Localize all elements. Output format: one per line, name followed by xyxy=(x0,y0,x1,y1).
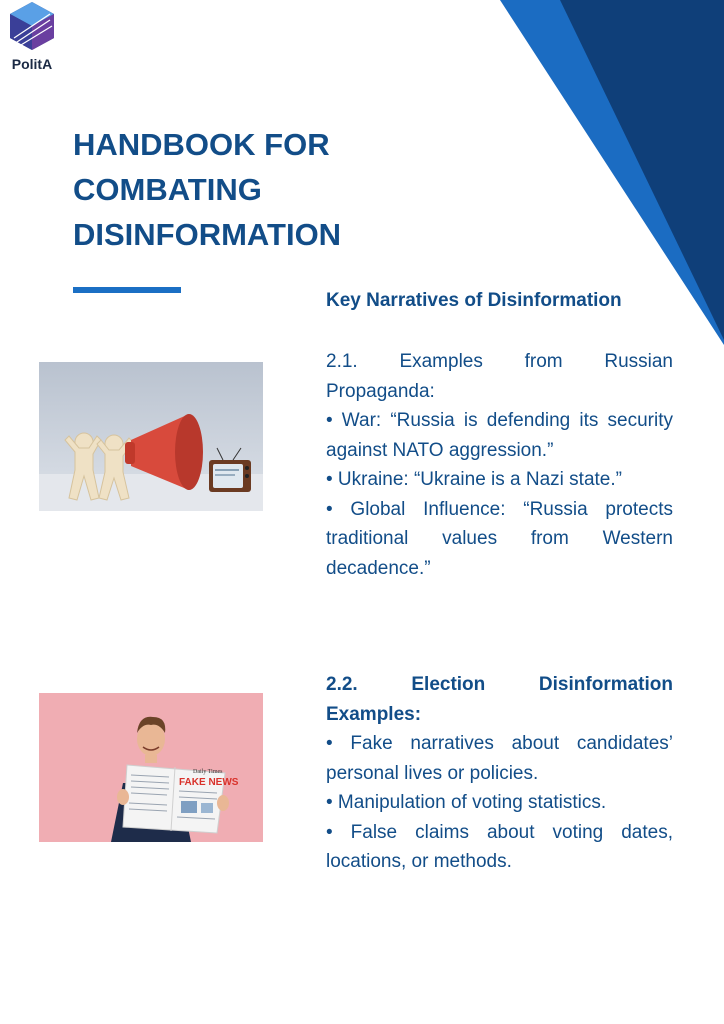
bullet-voting-statistics: • Manipulation of voting statistics. xyxy=(326,792,607,813)
section-heading: Key Narratives of Disinformation xyxy=(326,290,622,311)
title-line-2: COMBATING xyxy=(73,172,262,207)
polita-logo xyxy=(0,0,64,76)
fake-news-newspaper-photo xyxy=(39,693,263,842)
subsection-title-2-1: 2.1. Examples from Russian Propaganda: xyxy=(326,351,673,402)
bullet-war: • War: “Russia is defending its security against NATO aggression.” xyxy=(326,410,673,461)
newspaper-headline: FAKE NEWS xyxy=(179,777,239,788)
bullet-voting-dates: • False claims about voting dates, locations, or methods. xyxy=(326,821,673,872)
title-underline xyxy=(73,287,181,293)
election-disinformation-block xyxy=(326,670,673,877)
bullet-ukraine: • Ukraine: “Ukraine is a Nazi state.” xyxy=(326,469,622,490)
title-line-1: HANDBOOK FOR xyxy=(73,127,330,162)
title-line-3: DISINFORMATION xyxy=(73,217,342,252)
megaphone-figures-photo xyxy=(39,362,263,511)
bullet-fake-narratives: • Fake narratives about candidates’ personal lives or policies. xyxy=(326,733,673,784)
logo-name: PolitA xyxy=(11,56,53,72)
page-title xyxy=(73,122,493,257)
russian-propaganda-block xyxy=(326,347,673,583)
subsection-title-2-2: 2.2. Election Disinformation Examples: xyxy=(326,674,673,725)
bullet-global-influence: • Global Influence: “Russia protects traditional values from Western decadence.” xyxy=(326,498,673,579)
polita-logo-icon xyxy=(0,0,64,56)
newspaper-masthead: Daily Times xyxy=(193,769,223,775)
